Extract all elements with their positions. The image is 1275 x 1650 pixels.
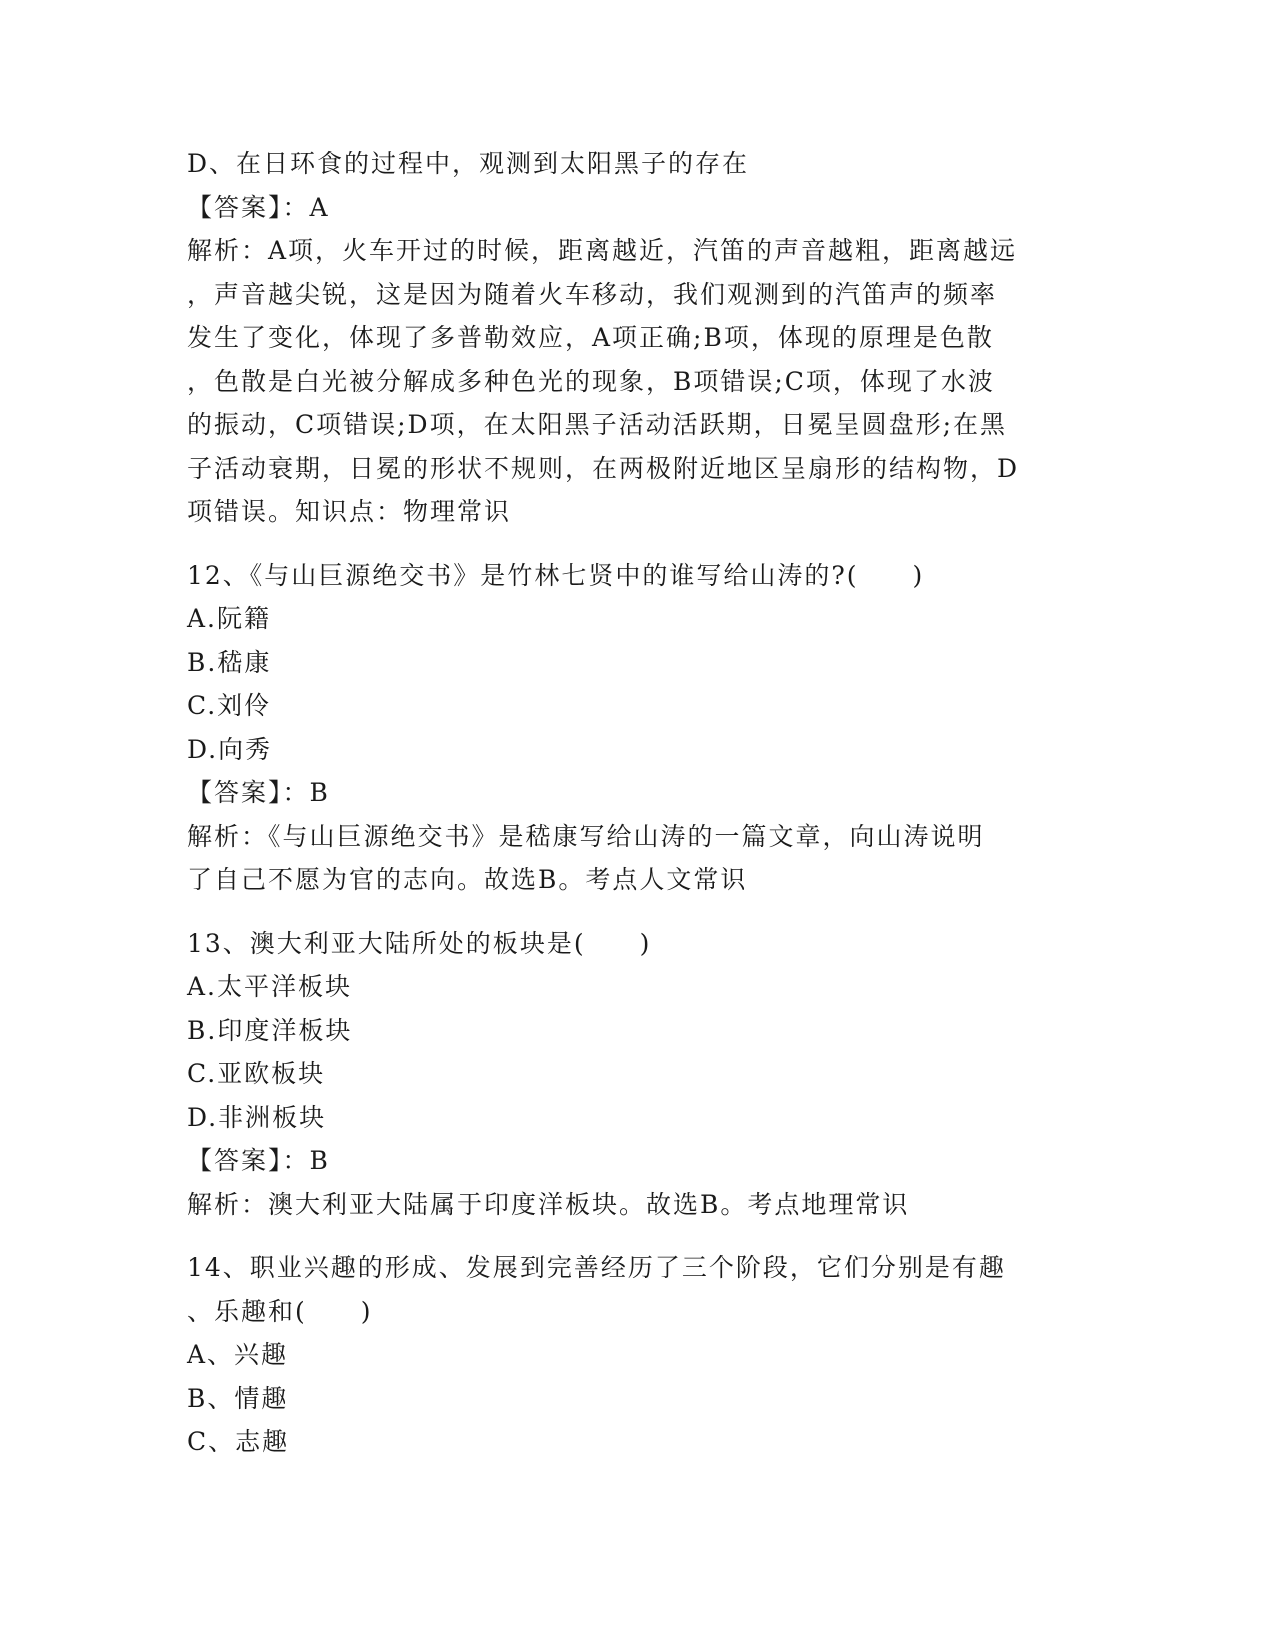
answer-line: 【答案】：B <box>187 1146 330 1175</box>
answer-line: 【答案】：A <box>187 192 330 222</box>
question-12 <box>187 554 1087 902</box>
option-a: A.太平洋板块 <box>187 972 353 1001</box>
spacer <box>187 902 1087 922</box>
analysis-line: 解析：《与山巨源绝交书》是嵇康写给山涛的一篇文章，向山涛说明 <box>187 821 985 851</box>
question-14 <box>187 1246 1087 1464</box>
question-stem: 、乐趣和( ) <box>187 1296 373 1326</box>
analysis-line: 发生了变化，体现了多普勒效应，A项正确;B项，体现的原理是色散 <box>187 323 994 352</box>
spacer <box>187 534 1087 554</box>
analysis-line: ，色散是白光被分解成多种色光的现象，B项错误;C项，体现了水波 <box>187 366 995 396</box>
question-13 <box>187 922 1087 1227</box>
option-c: C.刘伶 <box>187 691 272 720</box>
question-stem: 13、澳大利亚大陆所处的板块是( ) <box>187 928 652 958</box>
answer-line: 【答案】：B <box>187 778 330 807</box>
option-a: A.阮籍 <box>187 604 272 633</box>
analysis-line: 解析：A项，火车开过的时候，距离越近，汽笛的声音越粗，距离越远 <box>187 236 1018 265</box>
option-c: C.亚欧板块 <box>187 1059 326 1088</box>
option-c: C、志趣 <box>187 1427 290 1456</box>
question-stem: 14、职业兴趣的形成、发展到完善经历了三个阶段，它们分别是有趣 <box>187 1253 1006 1282</box>
analysis-line: 子活动衰期，日冕的形状不规则，在两极附近地区呈扇形的结构物，D <box>187 453 1020 483</box>
option-d: D.非洲板块 <box>187 1102 327 1132</box>
spacer <box>187 1226 1087 1246</box>
option-d: D.向秀 <box>187 734 273 764</box>
option-d: D、在日环食的过程中，观测到太阳黑子的存在 <box>187 149 750 178</box>
option-b: B.印度洋板块 <box>187 1015 353 1045</box>
analysis-line: 项错误。知识点：物理常识 <box>187 497 512 526</box>
analysis-line: ，声音越尖锐，这是因为随着火车移动，我们观测到的汽笛声的频率 <box>187 279 998 309</box>
analysis-line: 了自己不愿为官的志向。故选B。考点人文常识 <box>187 865 748 894</box>
question-stem: 12、《与山巨源绝交书》是竹林七贤中的谁写给山涛的?( ) <box>187 560 925 590</box>
analysis-line: 的振动，C项错误;D项，在太阳黑子活动活跃期，日冕呈圆盘形;在黑 <box>187 410 1008 439</box>
option-a: A、兴趣 <box>187 1340 289 1369</box>
question-11-tail <box>187 142 1087 534</box>
option-b: B.嵇康 <box>187 647 272 677</box>
document-content <box>187 142 1087 1464</box>
analysis-line: 解析：澳大利亚大陆属于印度洋板块。故选B。考点地理常识 <box>187 1189 910 1219</box>
option-b: B、情趣 <box>187 1383 289 1413</box>
